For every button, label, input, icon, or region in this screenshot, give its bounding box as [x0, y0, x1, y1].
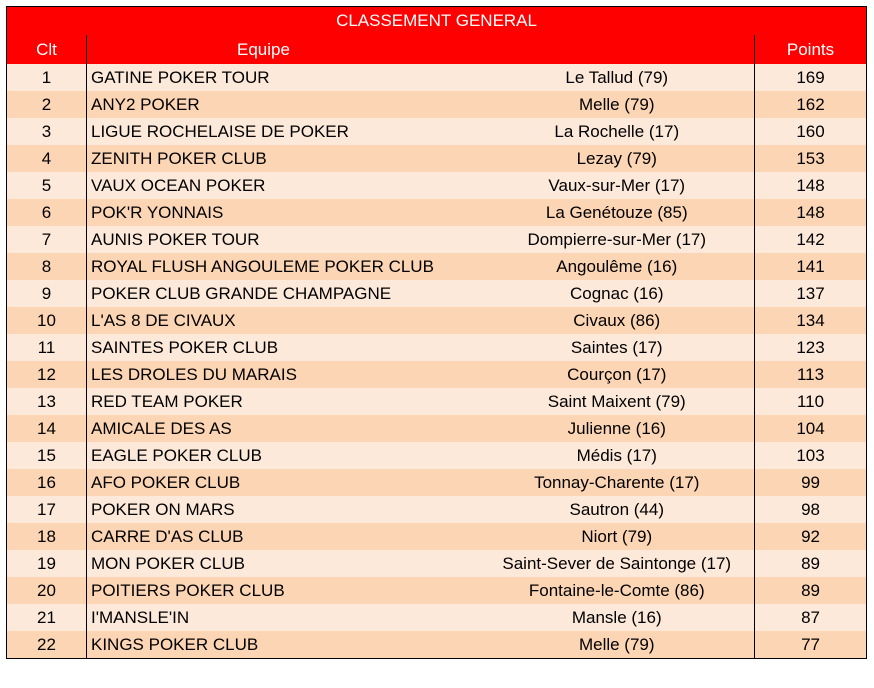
- city-cell: Dompierre-sur-Mer (17): [480, 226, 755, 253]
- team-cell: VAUX OCEAN POKER: [87, 172, 480, 199]
- city-cell: Sautron (44): [480, 496, 755, 523]
- table-row: [7, 226, 867, 253]
- column-header-city: [480, 35, 755, 64]
- rank-cell: 14: [7, 415, 87, 442]
- points-cell: 148: [755, 199, 867, 226]
- table-header: [7, 7, 867, 65]
- table-row: [7, 91, 867, 118]
- city-cell: Courçon (17): [480, 361, 755, 388]
- city-cell: Saint-Sever de Saintonge (17): [480, 550, 755, 577]
- points-cell: 89: [755, 577, 867, 604]
- points-cell: 153: [755, 145, 867, 172]
- city-cell: Melle (79): [480, 91, 755, 118]
- table-row: [7, 631, 867, 659]
- team-cell: ROYAL FLUSH ANGOULEME POKER CLUB: [87, 253, 480, 280]
- rank-cell: 7: [7, 226, 87, 253]
- table-row: [7, 280, 867, 307]
- rank-cell: 3: [7, 118, 87, 145]
- team-cell: KINGS POKER CLUB: [87, 631, 480, 659]
- team-cell: POITIERS POKER CLUB: [87, 577, 480, 604]
- team-cell: POKER ON MARS: [87, 496, 480, 523]
- table-row: [7, 64, 867, 91]
- city-cell: Melle (79): [480, 631, 755, 659]
- ranking-table: [6, 6, 867, 659]
- rank-cell: 9: [7, 280, 87, 307]
- points-cell: 162: [755, 91, 867, 118]
- city-cell: Le Tallud (79): [480, 64, 755, 91]
- city-cell: Tonnay-Charente (17): [480, 469, 755, 496]
- column-header-rank: Clt: [7, 35, 87, 64]
- rank-cell: 21: [7, 604, 87, 631]
- city-cell: Mansle (16): [480, 604, 755, 631]
- table-row: [7, 253, 867, 280]
- table-body: [7, 64, 867, 659]
- points-cell: 89: [755, 550, 867, 577]
- rank-cell: 20: [7, 577, 87, 604]
- rank-cell: 11: [7, 334, 87, 361]
- table-row: [7, 145, 867, 172]
- points-cell: 113: [755, 361, 867, 388]
- rank-cell: 18: [7, 523, 87, 550]
- points-cell: 92: [755, 523, 867, 550]
- rank-cell: 10: [7, 307, 87, 334]
- points-cell: 134: [755, 307, 867, 334]
- table-row: [7, 496, 867, 523]
- city-cell: Cognac (16): [480, 280, 755, 307]
- team-cell: GATINE POKER TOUR: [87, 64, 480, 91]
- rank-cell: 2: [7, 91, 87, 118]
- title-row: [7, 7, 867, 36]
- points-cell: 160: [755, 118, 867, 145]
- rank-cell: 4: [7, 145, 87, 172]
- team-cell: MON POKER CLUB: [87, 550, 480, 577]
- rank-cell: 1: [7, 64, 87, 91]
- column-header-row: [7, 35, 867, 64]
- points-cell: 104: [755, 415, 867, 442]
- table-row: [7, 415, 867, 442]
- team-cell: EAGLE POKER CLUB: [87, 442, 480, 469]
- team-cell: AUNIS POKER TOUR: [87, 226, 480, 253]
- rank-cell: 22: [7, 631, 87, 659]
- city-cell: Fontaine-le-Comte (86): [480, 577, 755, 604]
- rank-cell: 6: [7, 199, 87, 226]
- team-cell: LES DROLES DU MARAIS: [87, 361, 480, 388]
- table-row: [7, 523, 867, 550]
- rank-cell: 16: [7, 469, 87, 496]
- points-cell: 148: [755, 172, 867, 199]
- points-cell: 87: [755, 604, 867, 631]
- rank-cell: 5: [7, 172, 87, 199]
- column-header-team: Equipe: [87, 35, 480, 64]
- rank-cell: 17: [7, 496, 87, 523]
- city-cell: Saint Maixent (79): [480, 388, 755, 415]
- city-cell: Niort (79): [480, 523, 755, 550]
- table-row: [7, 172, 867, 199]
- city-cell: La Rochelle (17): [480, 118, 755, 145]
- table-title: CLASSEMENT GENERAL: [7, 7, 867, 36]
- table-row: [7, 442, 867, 469]
- table-row: [7, 604, 867, 631]
- team-cell: LIGUE ROCHELAISE DE POKER: [87, 118, 480, 145]
- rank-cell: 19: [7, 550, 87, 577]
- points-cell: 169: [755, 64, 867, 91]
- team-cell: ZENITH POKER CLUB: [87, 145, 480, 172]
- table-row: [7, 469, 867, 496]
- city-cell: Saintes (17): [480, 334, 755, 361]
- table-row: [7, 550, 867, 577]
- team-cell: AMICALE DES AS: [87, 415, 480, 442]
- rank-cell: 13: [7, 388, 87, 415]
- team-cell: I'MANSLE'IN: [87, 604, 480, 631]
- team-cell: RED TEAM POKER: [87, 388, 480, 415]
- points-cell: 142: [755, 226, 867, 253]
- table-row: [7, 388, 867, 415]
- team-cell: POKER CLUB GRANDE CHAMPAGNE: [87, 280, 480, 307]
- column-header-points: Points: [755, 35, 867, 64]
- city-cell: La Genétouze (85): [480, 199, 755, 226]
- city-cell: Médis (17): [480, 442, 755, 469]
- table-row: [7, 577, 867, 604]
- points-cell: 141: [755, 253, 867, 280]
- points-cell: 98: [755, 496, 867, 523]
- table-row: [7, 199, 867, 226]
- rank-cell: 8: [7, 253, 87, 280]
- team-cell: L'AS 8 DE CIVAUX: [87, 307, 480, 334]
- team-cell: ANY2 POKER: [87, 91, 480, 118]
- points-cell: 137: [755, 280, 867, 307]
- points-cell: 123: [755, 334, 867, 361]
- team-cell: AFO POKER CLUB: [87, 469, 480, 496]
- city-cell: Vaux-sur-Mer (17): [480, 172, 755, 199]
- city-cell: Civaux (86): [480, 307, 755, 334]
- points-cell: 99: [755, 469, 867, 496]
- points-cell: 110: [755, 388, 867, 415]
- city-cell: Lezay (79): [480, 145, 755, 172]
- table-row: [7, 118, 867, 145]
- table-row: [7, 361, 867, 388]
- city-cell: Angoulême (16): [480, 253, 755, 280]
- table-row: [7, 307, 867, 334]
- rank-cell: 15: [7, 442, 87, 469]
- rank-cell: 12: [7, 361, 87, 388]
- ranking-sheet: [6, 6, 866, 659]
- points-cell: 77: [755, 631, 867, 659]
- city-cell: Julienne (16): [480, 415, 755, 442]
- team-cell: SAINTES POKER CLUB: [87, 334, 480, 361]
- table-row: [7, 334, 867, 361]
- points-cell: 103: [755, 442, 867, 469]
- team-cell: CARRE D'AS CLUB: [87, 523, 480, 550]
- team-cell: POK'R YONNAIS: [87, 199, 480, 226]
